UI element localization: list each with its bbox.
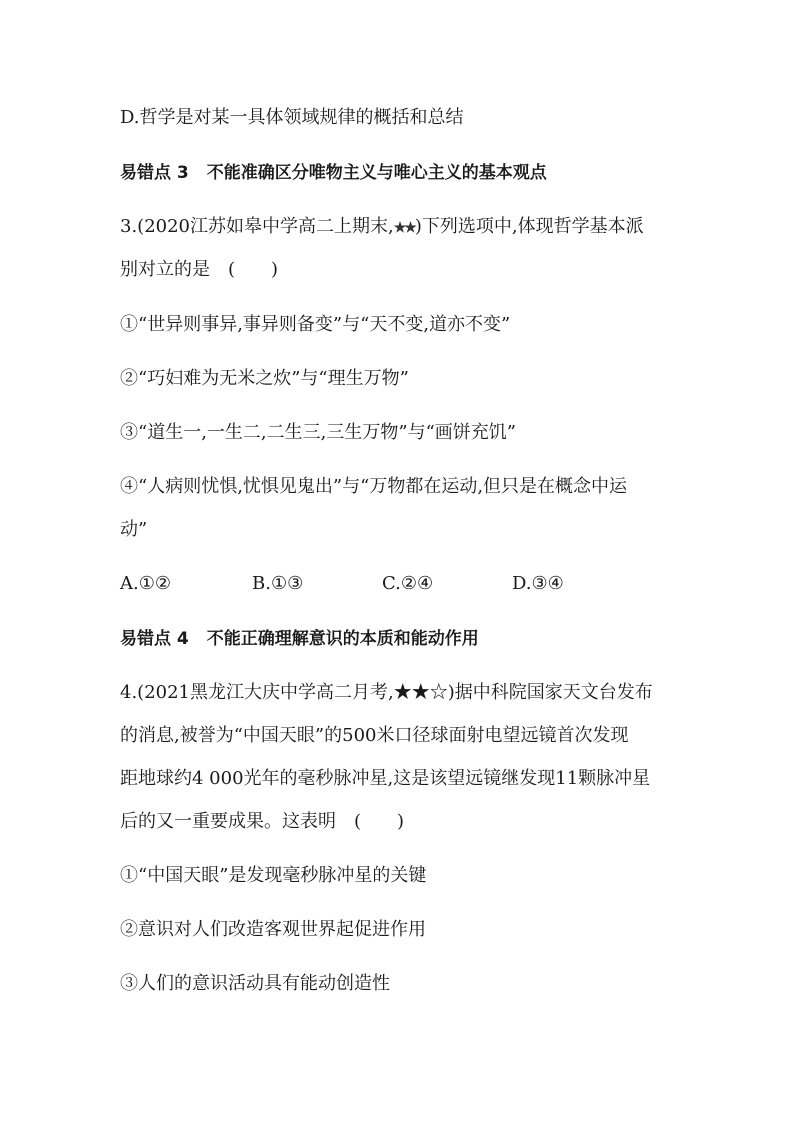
option-d-line: D.哲学是对某一具体领域规律的概括和总结 [120, 107, 464, 128]
heading-text: 不能准确区分唯物主义与唯心主义的基本观点 [206, 163, 547, 183]
section-heading-3 [120, 161, 680, 185]
statement-3: ③“道生一,一生二,二生三,三生万物”与“画饼充饥” [120, 422, 516, 443]
q4-statement-2: ②意识对人们改造客观世界起促进作用 [120, 919, 426, 940]
question-4-line-1: 4.(2021黑龙江大庆中学高二月考,★★☆)据中科院国家天文台发布 [120, 682, 653, 703]
question-3-text: )下列选项中,体现哲学基本派 [414, 216, 644, 237]
question-4-line-2: 的消息,被誉为“中国天眼”的500米口径球面射电望远镜首次发现 [120, 725, 629, 746]
q4-statement-1: ①“中国天眼”是发现毫秒脉冲星的关键 [120, 865, 427, 886]
question-3-source: 3.(2020江苏如皋中学高二上期末, [120, 216, 394, 237]
option-d: D.③④ [512, 573, 564, 594]
question-3-stem [120, 215, 680, 240]
option-a: A.①② [120, 573, 171, 594]
question-4-line-4: 后的又一重要成果。这表明 ( ) [120, 811, 405, 832]
difficulty-stars-icon: ★★ [393, 220, 415, 236]
heading-label: 易错点 3 [120, 163, 189, 183]
statement-4: ④“人病则忧惧,忧惧见鬼出”与“万物都在运动,但只是在概念中运 [120, 476, 628, 497]
section-heading-4 [120, 627, 680, 651]
statement-1: ①“世异则事异,事异则备变”与“天不变,道亦不变” [120, 314, 511, 335]
question-3-stem-cont: 别对立的是 ( ) [120, 259, 279, 280]
statement-2: ②“巧妇难为无米之炊”与“理生万物” [120, 368, 409, 389]
statement-4-cont: 动” [120, 519, 148, 540]
heading-text: 不能正确理解意识的本质和能动作用 [206, 629, 479, 649]
option-b: B.①③ [252, 573, 304, 594]
q4-statement-3: ③人们的意识活动具有能动创造性 [120, 973, 390, 994]
heading-label: 易错点 4 [120, 629, 189, 649]
option-c: C.②④ [382, 573, 434, 594]
question-4-line-3: 距地球约4 000光年的毫秒脉冲星,这是该望远镜继发现11颗脉冲星 [120, 768, 651, 789]
